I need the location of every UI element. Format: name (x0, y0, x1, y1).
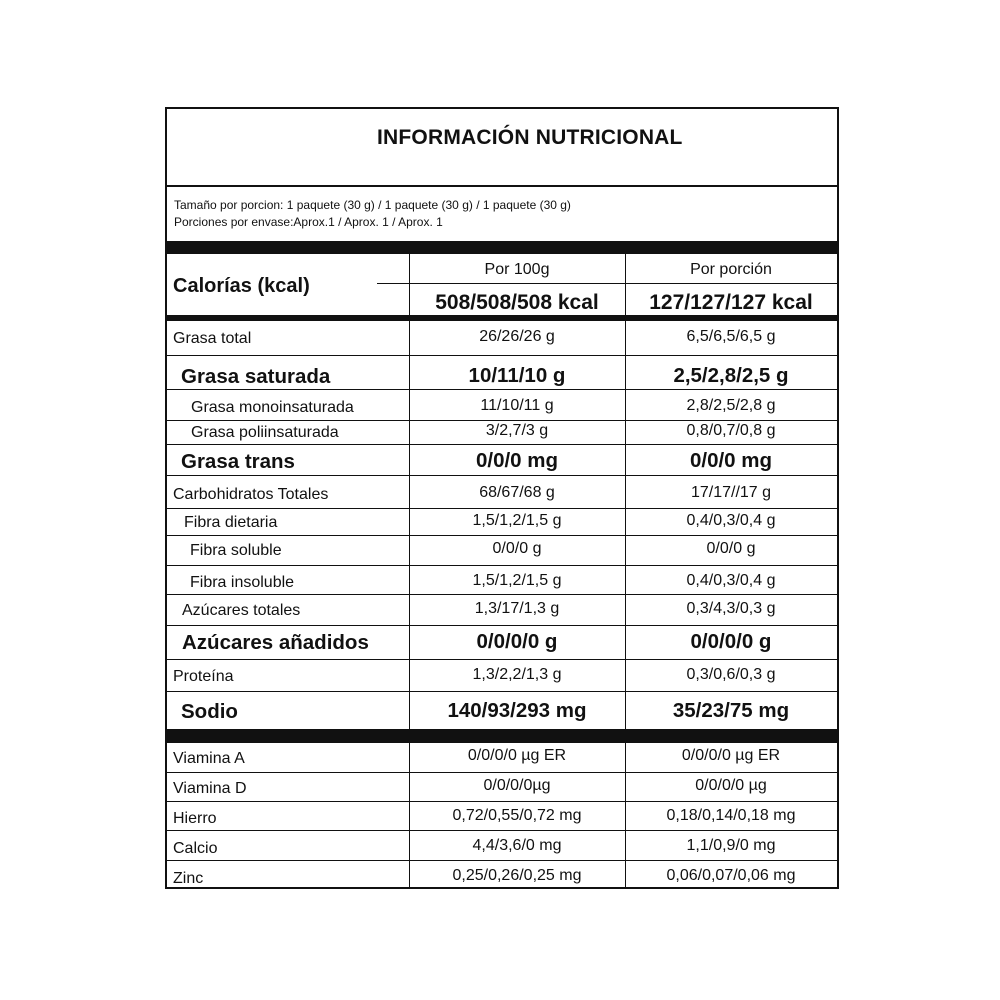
value-per-100g-azucares-totales: 1,3/17/1,3 g (474, 600, 560, 617)
micro-per-100g-viamina-a: 0/0/0/0 µg ER (467, 747, 567, 764)
micro-per-serving-calcio: 1,1/0,9/0 mg (686, 837, 776, 854)
value-per-serving-grasa-poliinsaturada: 0,8/0,7/0,8 g (686, 422, 776, 439)
micronutrient-name-hierro: Hierro (173, 810, 217, 827)
micronutrient-name-viamina-d: Viamina D (173, 780, 247, 797)
header-subrule (377, 283, 837, 284)
nutrient-name-grasa-poliinsaturada: Grasa poliinsaturada (191, 424, 339, 441)
column-divider-2-header (625, 254, 626, 315)
micro-row-divider-viamina-d (167, 801, 837, 802)
row-divider-fibra-soluble (167, 565, 837, 566)
nutrient-name-sodio: Sodio (181, 700, 238, 723)
thick-divider-vitamins (167, 729, 837, 743)
row-divider-fibra-insoluble (167, 594, 837, 595)
title-divider (167, 185, 837, 187)
column-divider-1-micros (409, 743, 410, 889)
value-per-100g-sodio: 140/93/293 mg (447, 699, 587, 722)
value-per-serving-fibra-insoluble: 0,4/0,3/0,4 g (686, 572, 776, 589)
value-per-100g-carbohidratos-totales: 68/67/68 g (479, 484, 555, 501)
micro-per-serving-viamina-a: 0/0/0/0 µg ER (681, 747, 781, 764)
nutrient-name-fibra-insoluble: Fibra insoluble (190, 574, 295, 591)
calories-per-100g: 508/508/508 kcal (435, 291, 599, 314)
column-divider-1-header (409, 254, 410, 315)
nutrient-name-grasa-total: Grasa total (173, 330, 252, 347)
nutrient-name-carbohidratos-totales: Carbohidratos Totales (173, 486, 329, 503)
micronutrient-name-calcio: Calcio (173, 840, 218, 857)
nutrient-name-grasa-trans: Grasa trans (181, 450, 295, 473)
micro-row-divider-viamina-a (167, 772, 837, 773)
nutrient-name-fibra-dietaria: Fibra dietaria (184, 514, 278, 531)
column-divider-1-nutrients (409, 321, 410, 729)
row-divider-fibra-dietaria (167, 535, 837, 536)
row-divider-grasa-poliinsaturada (167, 444, 837, 445)
column-header-per-serving: Por porción (690, 261, 772, 278)
value-per-serving-fibra-soluble: 0/0/0 g (706, 540, 756, 557)
calories-label: Calorías (kcal) (173, 275, 310, 297)
value-per-serving-azucares-anadidos: 0/0/0/0 g (690, 630, 772, 653)
micro-per-serving-hierro: 0,18/0,14/0,18 mg (666, 807, 796, 824)
row-divider-azucares-anadidos (167, 659, 837, 660)
value-per-100g-grasa-total: 26/26/26 g (479, 328, 555, 345)
value-per-100g-proteina: 1,3/2,2/1,3 g (472, 666, 562, 683)
micro-row-divider-hierro (167, 830, 837, 831)
micro-per-serving-zinc: 0,06/0,07/0,06 mg (666, 867, 796, 884)
value-per-serving-grasa-saturada: 2,5/2,8/2,5 g (673, 364, 789, 387)
value-per-serving-grasa-total: 6,5/6,5/6,5 g (686, 328, 776, 345)
value-per-serving-sodio: 35/23/75 mg (672, 699, 790, 722)
value-per-100g-fibra-insoluble: 1,5/1,2/1,5 g (472, 572, 562, 589)
servings-per-container-text: Porciones por envase:Aprox.1 / Aprox. 1 / Aprox. 1 (174, 215, 443, 229)
micro-per-100g-zinc: 0,25/0,26/0,25 mg (452, 867, 582, 884)
micro-per-serving-viamina-d: 0/0/0/0 µg (695, 777, 767, 794)
value-per-100g-grasa-monoinsaturada: 11/10/11 g (480, 397, 554, 414)
thick-divider-calories (167, 315, 837, 321)
calories-per-serving: 127/127/127 kcal (649, 291, 813, 314)
row-divider-proteina (167, 691, 837, 692)
row-divider-grasa-saturada (167, 389, 837, 390)
value-per-serving-grasa-monoinsaturada: 2,8/2,5/2,8 g (686, 397, 776, 414)
row-divider-carbohidratos-totales (167, 508, 837, 509)
micro-per-100g-viamina-d: 0/0/0/0µg (483, 777, 551, 794)
value-per-100g-grasa-trans: 0/0/0 mg (475, 449, 559, 472)
nutrient-name-proteina: Proteína (173, 668, 234, 685)
micro-per-100g-calcio: 4,4/3,6/0 mg (472, 837, 562, 854)
value-per-serving-proteina: 0,3/0,6/0,3 g (686, 666, 776, 683)
micronutrient-name-zinc: Zinc (173, 870, 204, 887)
value-per-100g-fibra-dietaria: 1,5/1,2/1,5 g (472, 512, 562, 529)
value-per-100g-azucares-anadidos: 0/0/0/0 g (476, 630, 558, 653)
nutrient-name-grasa-saturada: Grasa saturada (181, 365, 331, 388)
nutrient-name-fibra-soluble: Fibra soluble (190, 542, 282, 559)
value-per-serving-azucares-totales: 0,3/4,3/0,3 g (686, 600, 776, 617)
value-per-serving-grasa-trans: 0/0/0 mg (689, 449, 773, 472)
value-per-serving-carbohidratos-totales: 17/17//17 g (690, 484, 772, 501)
nutrient-name-grasa-monoinsaturada: Grasa monoinsaturada (191, 399, 354, 416)
micro-row-divider-calcio (167, 860, 837, 861)
row-divider-grasa-total (167, 355, 837, 356)
label-title: INFORMACIÓN NUTRICIONAL (377, 126, 683, 149)
thick-divider-top (167, 241, 837, 254)
value-per-100g-fibra-soluble: 0/0/0 g (492, 540, 542, 557)
micronutrient-name-viamina-a: Viamina A (173, 750, 245, 767)
value-per-100g-grasa-poliinsaturada: 3/2,7/3 g (485, 422, 549, 439)
nutrition-facts-label (165, 107, 839, 889)
value-per-100g-grasa-saturada: 10/11/10 g (468, 364, 566, 387)
column-header-per-100g: Por 100g (484, 261, 550, 278)
serving-size-text: Tamaño por porcion: 1 paquete (30 g) / 1 paquete (30 g) / 1 paquete (30 g) (174, 198, 571, 212)
nutrient-name-azucares-anadidos: Azúcares añadidos (182, 631, 369, 654)
row-divider-grasa-trans (167, 475, 837, 476)
row-divider-grasa-monoinsaturada (167, 420, 837, 421)
nutrient-name-azucares-totales: Azúcares totales (182, 602, 301, 619)
column-divider-2-nutrients (625, 321, 626, 729)
column-divider-2-micros (625, 743, 626, 889)
row-divider-azucares-totales (167, 625, 837, 626)
value-per-serving-fibra-dietaria: 0,4/0,3/0,4 g (686, 512, 776, 529)
micro-per-100g-hierro: 0,72/0,55/0,72 mg (452, 807, 582, 824)
